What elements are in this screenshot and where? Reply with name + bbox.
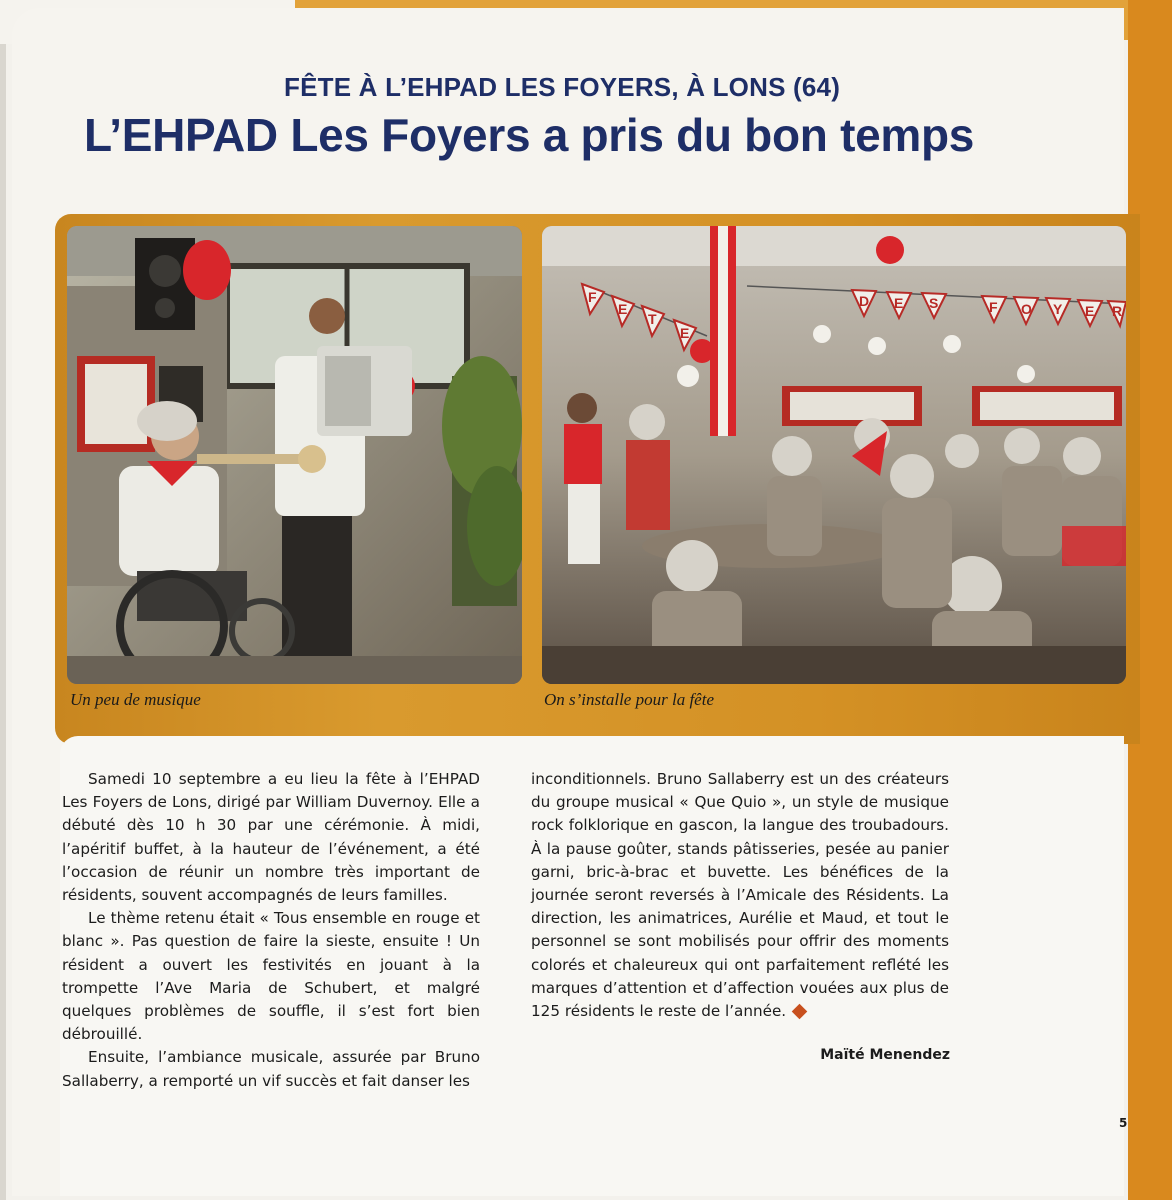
banner-letter: E: [618, 301, 628, 317]
banner-letter: F: [989, 299, 998, 315]
article-paragraph: inconditionnels. Bruno Sallaberry est un des créateurs du groupe musical « Que Quio », un style de musique rock folklorique en gascon, la langue des troubadours. À la pause goûter, stands pâtisseries, pesée au panier garni, bric-à-brac et buvette. Les bénéfices de la journée seront reversés à l’Amicale des Résidents. La direction, les animatrices, Aurélie et Maud, et tout le personnel se sont mobilisés pour offrir des moments colorés et chaleureux qui ont parfaitement reflété les marques d’attention et d’affection vouées aux plus de 125 résidents le reste de l’année.: [531, 770, 949, 1021]
banner-letter: R: [1112, 303, 1123, 319]
banner-letter: F: [588, 289, 597, 305]
end-mark-icon: [792, 1004, 808, 1020]
page-number: 5: [1119, 1116, 1128, 1130]
article-headline: L’EHPAD Les Foyers a pris du bon temps: [84, 109, 975, 161]
banner-letter: T: [648, 311, 657, 327]
banner-letter: E: [680, 325, 690, 341]
caption-photo-party-room: On s’installe pour la fête: [544, 690, 714, 709]
banner-letter: O: [1021, 301, 1032, 317]
article-paragraph: Samedi 10 septembre a eu lieu la fête à l’EHPAD Les Foyers de Lons, dirigé par William Duvernoy. Elle a débuté dès 10 h 30 par une cérémonie. À midi, l’apéritif buffet, à la hauteur de l’événement, a été l’occasion de réunir un nombre très important de résidents, souvent accompagnés de leurs familles.: [62, 770, 480, 905]
banner-letter: E: [894, 295, 904, 311]
photo-party-room-illustration: [542, 226, 1126, 684]
banner-letter: S: [929, 295, 939, 311]
photo-musicians-illustration: [67, 226, 522, 684]
article-column-2: [531, 768, 949, 1023]
caption-photo-musicians: Un peu de musique: [70, 690, 201, 709]
photo-party-room: [542, 226, 1126, 684]
article-column-1: [62, 768, 480, 1093]
banner-letter: D: [859, 293, 870, 309]
page-edge: [0, 0, 6, 1200]
banner-letter: Y: [1053, 301, 1063, 317]
banner-letter: E: [1085, 303, 1095, 319]
article-kicker: FÊTE À L’EHPAD LES FOYERS, À LONS (64): [284, 72, 841, 102]
article-paragraph: Ensuite, l’ambiance musicale, assurée par Bruno Sallaberry, a remporté un vif succès et fait danser les: [62, 1048, 480, 1090]
article-paragraph: Le thème retenu était « Tous ensemble en rouge et blanc ». Pas question de faire la sieste, ensuite ! Un résident a ouvert les festivités en jouant à la trompette l’Ave Maria de Schubert, et malgré quelques problèmes de souffle, il s’est fort bien débrouillé.: [62, 909, 480, 1044]
photo-musicians: [67, 226, 522, 684]
article-author: Maïté Menendez: [820, 1047, 950, 1063]
